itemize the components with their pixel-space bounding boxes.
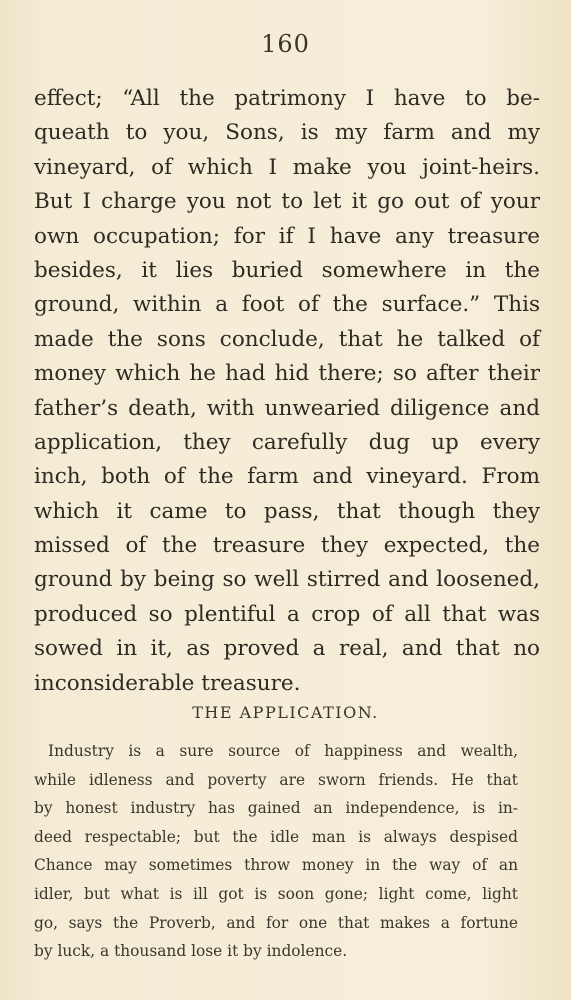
application-line: deed respectable; but the idle man is always despised <box>34 827 518 846</box>
text-line: application, they carefully dug up every <box>34 429 540 455</box>
application-line: while idleness and poverty are sworn friends. He that <box>34 770 518 789</box>
text-line: money which he had hid there; so after their <box>34 361 540 387</box>
text-line: own occupation; for if I have any treasure <box>34 223 540 249</box>
text-line: produced so plentiful a crop of all that was <box>34 601 540 627</box>
text-line: which it came to pass, that though they <box>34 498 540 524</box>
text-line: sowed in it, as proved a real, and that no <box>34 636 540 662</box>
application-line: Chance may sometimes throw money in the way of an <box>34 856 518 875</box>
application-heading: THE APPLICATION. <box>192 703 379 722</box>
text-line: father’s death, with unwearied diligence and <box>34 395 540 421</box>
text-line: besides, it lies buried somewhere in the <box>34 257 540 283</box>
text-line: inconsiderable treasure. <box>34 670 301 696</box>
page-number: 160 <box>261 30 310 58</box>
text-line: made the sons conclude, that he talked of <box>34 326 540 352</box>
text-line: inch, both of the farm and vineyard. From <box>34 464 540 490</box>
application-line: by honest industry has gained an independence, is in- <box>34 799 518 818</box>
text-line: missed of the treasure they expected, the <box>34 533 540 559</box>
application-line: go, says the Proverb, and for one that makes a fortune <box>34 913 518 932</box>
application-line: by luck, a thousand lose it by indolence. <box>34 942 348 961</box>
text-line: vineyard, of which I make you joint-heirs. <box>34 154 540 180</box>
text-line: But I charge you not to let it go out of your <box>34 189 540 215</box>
application-line: Industry is a sure source of happiness and wealth, <box>48 742 518 760</box>
fable-body-text <box>34 82 540 701</box>
application-line: idler, but what is ill got is soon gone; light come, light <box>34 884 518 903</box>
application-text <box>34 737 518 966</box>
text-line: effect; “All the patrimony I have to be- <box>34 86 540 111</box>
text-line: queath to you, Sons, is my farm and my <box>34 120 540 146</box>
text-line: ground, within a foot of the surface.” This <box>34 292 540 318</box>
text-line: ground by being so well stirred and loosened, <box>34 567 540 593</box>
